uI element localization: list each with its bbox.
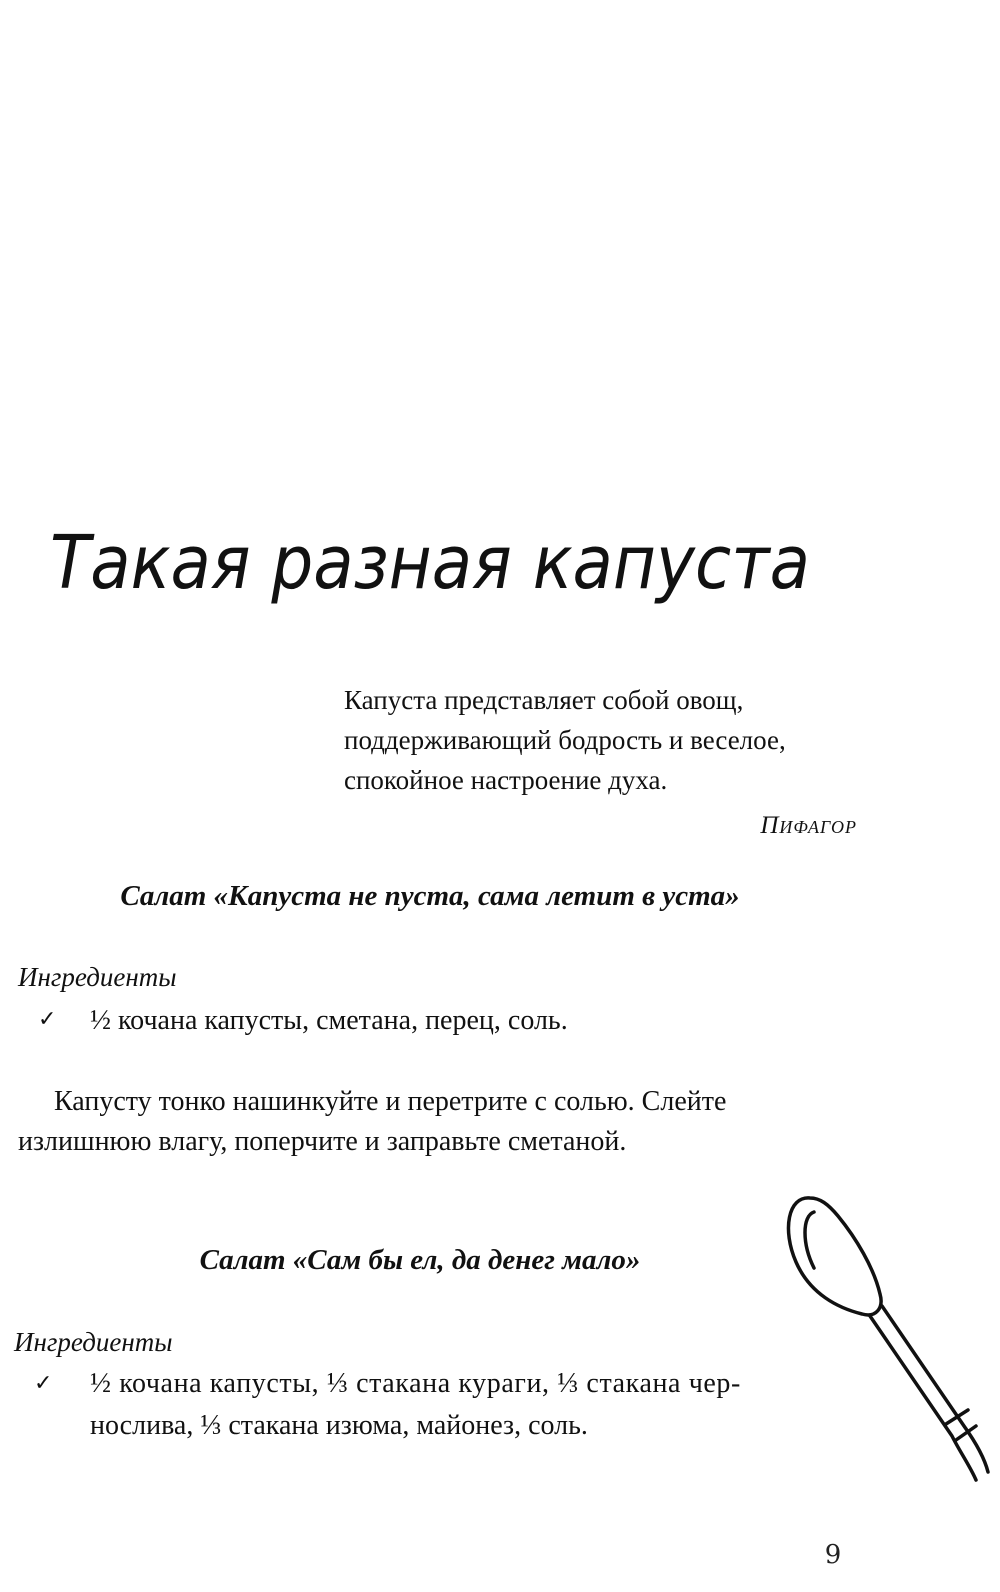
check-mark-icon: ✓ [38,1007,57,1032]
ingredients-line: ½ кочана капусты, ⅓ стакана кураги, ⅓ стакана чер- [90,1368,741,1399]
ingredients-label: Ингредиенты [18,962,177,992]
chapter-title-text: Такая разная капуста [50,520,810,606]
recipe-title: Салат «Капуста не пуста, сама летит в уста» [120,880,740,912]
ingredients-line: ½ кочана капусты, сметана, перец, соль. [90,1005,568,1036]
epigraph-line: Капуста представляет собой овощ, [344,685,744,715]
method-line: Капусту тонко нашинкуйте и перетрите с солью. Слейте [54,1086,727,1117]
check-mark-icon: ✓ [34,1371,53,1396]
ingredients-line: нослива, ⅓ стакана изюма, майонез, соль. [90,1410,588,1441]
recipe-method [18,1082,860,1162]
epigraph-line: спокойное настроение духа. [344,765,668,795]
epigraph [344,680,864,800]
chapter-title [42,500,842,650]
epigraph-author: Пифагор [760,812,857,839]
method-line: излишнюю влагу, поперчите и заправьте сметаной. [18,1126,627,1157]
handwritten-title [42,500,842,650]
recipe-title: Салат «Сам бы ел, да денег мало» [199,1244,641,1276]
page-number: 9 [824,1540,842,1570]
spoon-icon [780,1190,990,1490]
epigraph-line: поддерживающий бодрость и веселое, [344,725,786,755]
ingredients-label: Ингредиенты [14,1327,173,1357]
